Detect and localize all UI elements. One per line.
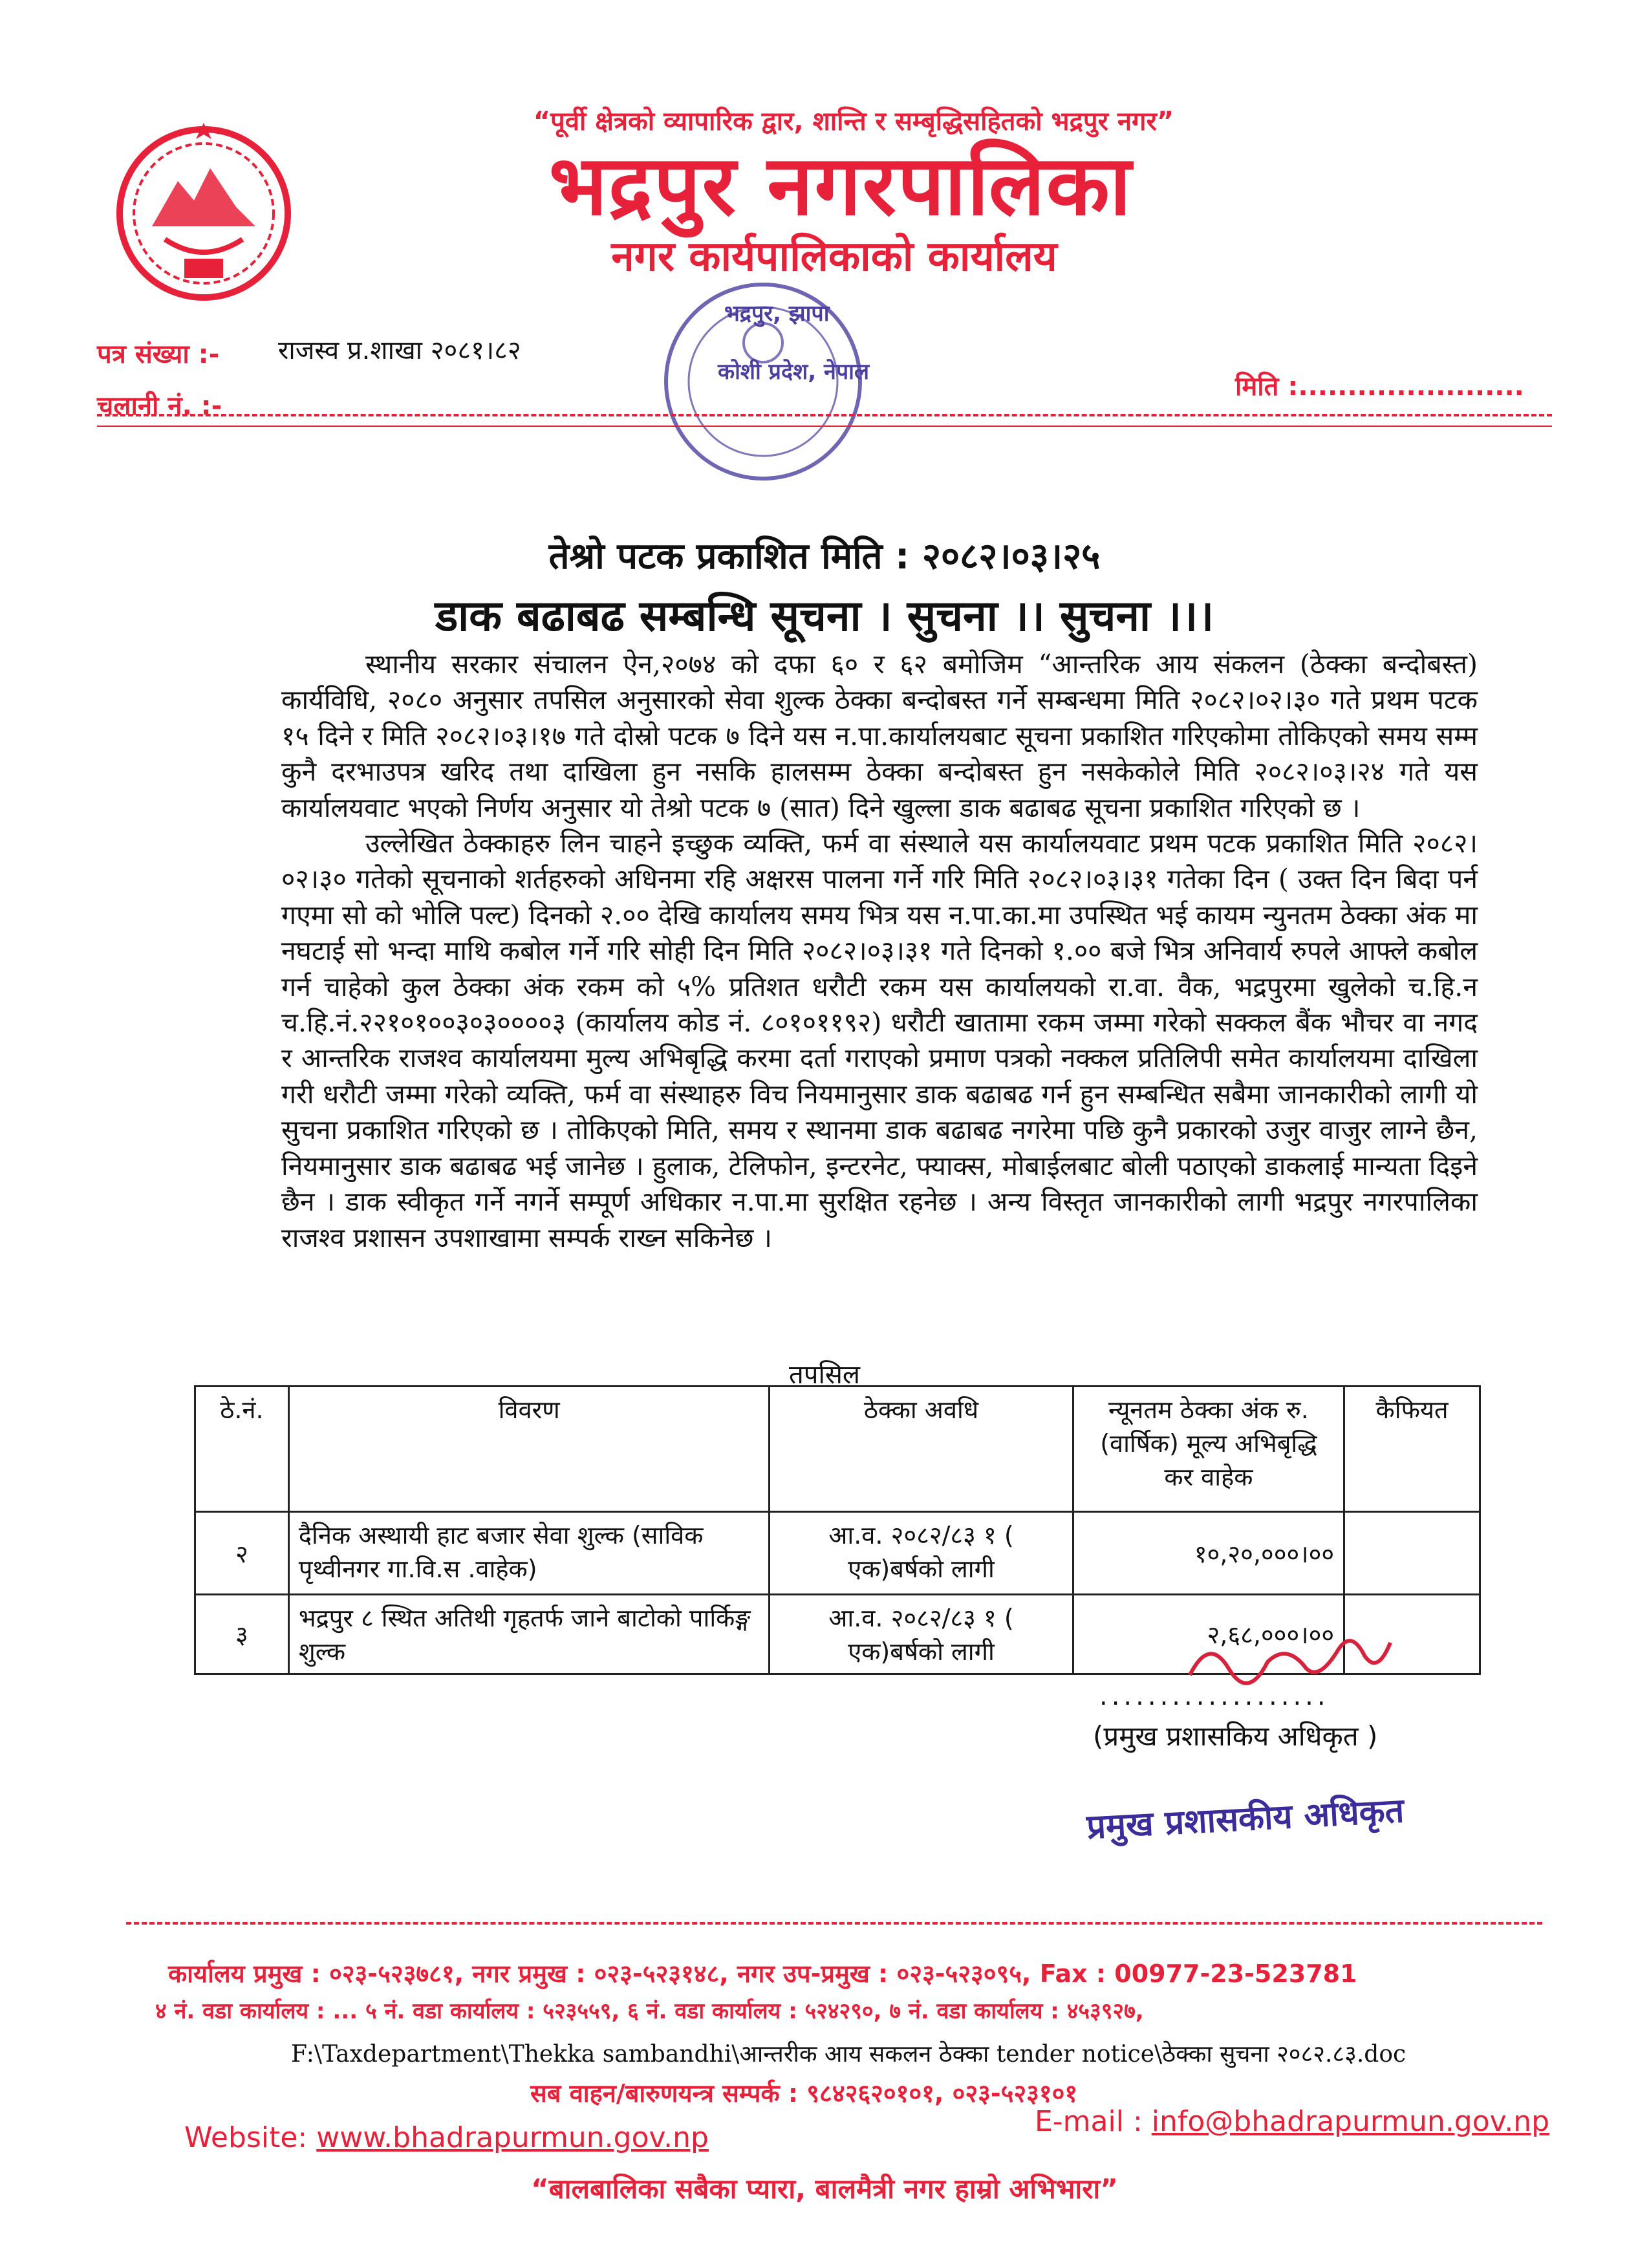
official-seal-stamp: प्रमुख प्रशासकीय अधिकृत — [1085, 1791, 1405, 1847]
cell-description: दैनिक अस्थायी हाट बजार सेवा शुल्क (साविक पृथ्वीनगर गा.वि.स .वाहेक) — [288, 1512, 770, 1595]
cell-no: २ — [195, 1512, 289, 1595]
header-no: ठे.नं. — [195, 1387, 289, 1512]
cell-no: ३ — [195, 1595, 289, 1674]
email-label: E-mail : — [1035, 2105, 1143, 2138]
table-header-row — [195, 1387, 1480, 1512]
stamp-line-1: भद्रपुर, झापा — [724, 301, 830, 327]
office-name: नगर कार्यपालिकाको कार्यालय — [611, 233, 1057, 281]
table-row — [195, 1512, 1480, 1595]
file-path: F:\Taxdepartment\Thekka sambandhi\आन्तरीक आय सकलन ठेक्का tender notice\ठेक्का सुचना २०८२.८३.doc — [291, 2041, 1406, 2068]
stamp-line-2: कोशी प्रदेश, नेपाल — [718, 359, 869, 385]
notice-title: डाक बढाबढ सम्बन्धि सूचना । सुचना ।। सुचना ।।। — [435, 591, 1214, 641]
footer-contact-line-2: ४ नं. वडा कार्यालय : ... ५ नं. वडा कार्यालय : ५२३५५९, ६ नं. वडा कार्यालय : ५२४२९०, ७ नं. वडा कार्यालय : ४५३९२७, — [155, 1998, 1144, 2024]
header-remarks: कैफियत — [1344, 1387, 1480, 1512]
date-label: मिति :....................... — [1235, 372, 1524, 402]
publish-line: तेश्रो पटक प्रकाशित मिति : २०८२।०३।२५ — [548, 535, 1101, 578]
cell-remarks — [1344, 1512, 1480, 1595]
dispatch-number-label: चलानी नं. :- — [97, 391, 222, 421]
letter-number-value: राजस्व प्र.शाखा २०८१।८२ — [278, 336, 521, 365]
motto: “पूर्वी क्षेत्रको व्यापारिक द्वार, शान्ति र सम्बृद्धिसहितको भद्रपुर नगर” — [533, 107, 1174, 136]
footer-slogan: “बालबालिका सबैका प्यारा, बालमैत्री नगर हाम्रो अभिभारा” — [531, 2173, 1118, 2205]
website-row — [184, 2121, 709, 2154]
notice-paragraph-1: स्थानीय सरकार संचालन ऐन,२०७४ को दफा ६० र ६२ बमोजिम “आन्तरिक आय संकलन (ठेक्का बन्दोबस्त) कार्यविधि, २०८० अनुसार तपसिल अनुसारको सेवा शुल्क ठेक्का बन्दोबस्त गर्ने सम्बन्धमा मिति २०८२।०२।३० गते प्रथम पटक १५ दिने र मिति २०८२।०३।१७ गते दोस्रो पटक ७ दिने यस न.पा.कार्यालयबाट सूचना प्रकाशित गरिएकोमा तोकिएको समय सम्म कुनै दरभाउपत्र खरिद तथा दाखिला हुन नसकि हालसम्म ठेक्का बन्दोबस्त हुन नसकेकोले मिति २०८२।०३।२४ गते यस कार्यालयवाट भएको निर्णय अनुसार यो तेश्रो पटक ७ (सात) दिने खुल्ला डाक बढाबढ सूचना प्रकाशित गरिएको छ । — [281, 649, 1478, 823]
cell-description: भद्रपुर ८ स्थित अतिथी गृहतर्फ जाने बाटोको पार्किङ्ग शुल्क — [288, 1595, 770, 1674]
header-description: विवरण — [288, 1387, 770, 1512]
website-label: Website: — [184, 2121, 308, 2154]
email-row — [1035, 2105, 1549, 2138]
footer-contact-line-3: सब वाहन/बारुणयन्त्र सम्पर्क : ९८४२६२०१०१, ०२३-५२३१०१ — [530, 2079, 1078, 2108]
header-amount: न्यूनतम ठेक्का अंक रु. (वार्षिक) मूल्य अभिबृद्धि कर वाहेक — [1073, 1387, 1344, 1512]
nepal-emblem-logo — [107, 110, 301, 317]
notice-body — [281, 647, 1478, 1256]
cell-amount: १०,२०,०००।०० — [1073, 1512, 1344, 1595]
footer-contact-line-1: कार्यालय प्रमुख : ०२३-५२३७८१, नगर प्रमुख : ०२३-५२३१४८, नगर उप-प्रमुख : ०२३-५२३०९५, Fax : 00977-23-523781 — [168, 1960, 1357, 1988]
cell-amount: २,६८,०००।०० — [1073, 1595, 1344, 1674]
header-period: ठेक्का अवधि — [770, 1387, 1073, 1512]
header-divider-2 — [97, 426, 1552, 427]
organization-name: भद्रपुर नगरपालिका — [548, 138, 1133, 234]
cell-period: आ.व. २०८२/८३ १ ( एक)बर्षको लागी — [770, 1595, 1073, 1674]
letter-number-label: पत्र संख्या :- — [97, 340, 220, 369]
website-link[interactable]: www.bhadrapurmun.gov.np — [316, 2121, 709, 2154]
cell-period: आ.व. २०८२/८३ १ ( एक)बर्षको लागी — [770, 1512, 1073, 1595]
signature-line: ................... — [1099, 1681, 1330, 1711]
notice-paragraph-2: उल्लेखित ठेक्काहरु लिन चाहने इच्छुक व्यक्ति, फर्म वा संस्थाले यस कार्यालयवाट प्रथम पटक प्रकाशित मिति २०८२।०२।३० गतेको सूचनाको शर्तहरुको अधिनमा रहि अक्षरस पालना गर्ने गरि मिति २०८२।०३।३१ गतेका दिन ( उक्त दिन बिदा पर्न गएमा सो को भोलि पल्ट) दिनको २.०० देखि कार्यालय समय भित्र यस न.पा.का.मा उपस्थित भई कायम न्युनतम ठेक्का अंक मा नघटाई सो भन्दा माथि कबोल गर्ने गरि सोही दिन मिति २०८२।०३।३१ गते दिनको १.०० बजे भित्र अनिवार्य रुपले आफ्ले कबोल गर्न चाहेको कुल ठेक्का अंक रकम को ५% प्रतिशत धरौटी रकम यस कार्यालयको रा.वा. वैक, भद्रपुरमा खुलेको च.हि.न च.हि.नं.२२१०१००३०३००००३ (कार्यालय कोड नं. ८०१०११९२) धरौटी खातामा रकम जम्मा गरेको सक्कल बैंक भौचर वा नगद र आन्तरिक राजश्व कार्यालयमा मुल्य अभिबृद्धि करमा दर्ता गराएको प्रमाण पत्रको नक्कल प्रतिलिपी समेत कार्यालयमा दाखिला गरी धरौटी जम्मा गरेको व्यक्ति, फर्म वा संस्थाहरु विच नियमानुसार डाक बढाबढ गर्न हुन सम्बन्धित सबैमा जानकारीको लागी यो सुचना प्रकाशित गरिएको छ । तोकिएको मिति, समय र स्थानमा डाक बढाबढ नगरेमा पछि कुनै प्रकारको उजुर वाजुर लाग्ने छैन, नियमानुसार डाक बढाबढ भई जानेछ । हुलाक, टेलिफोन, इन्टरनेट, फ्याक्स, मोबाईलबाट बोली पठाएको डाकलाई मान्यता दिइने छैन । डाक स्वीकृत गर्ने नगर्ने सम्पूर्ण अधिकार न.पा.मा सुरक्षित रहनेछ । अन्य विस्तृत जानकारीको लागी भद्रपुर नगरपालिका राजश्व प्रशासन उपशाखामा सम्पर्क राख्न सकिनेछ । — [281, 828, 1478, 1253]
footer-divider — [126, 1922, 1542, 1925]
email-link[interactable]: info@bhadrapurmun.gov.np — [1151, 2105, 1550, 2138]
header-divider — [97, 414, 1552, 416]
schedule-heading: तपसिल — [788, 1360, 861, 1390]
signatory-title: (प्रमुख प्रशासकिय अधिकृत ) — [1093, 1720, 1378, 1752]
